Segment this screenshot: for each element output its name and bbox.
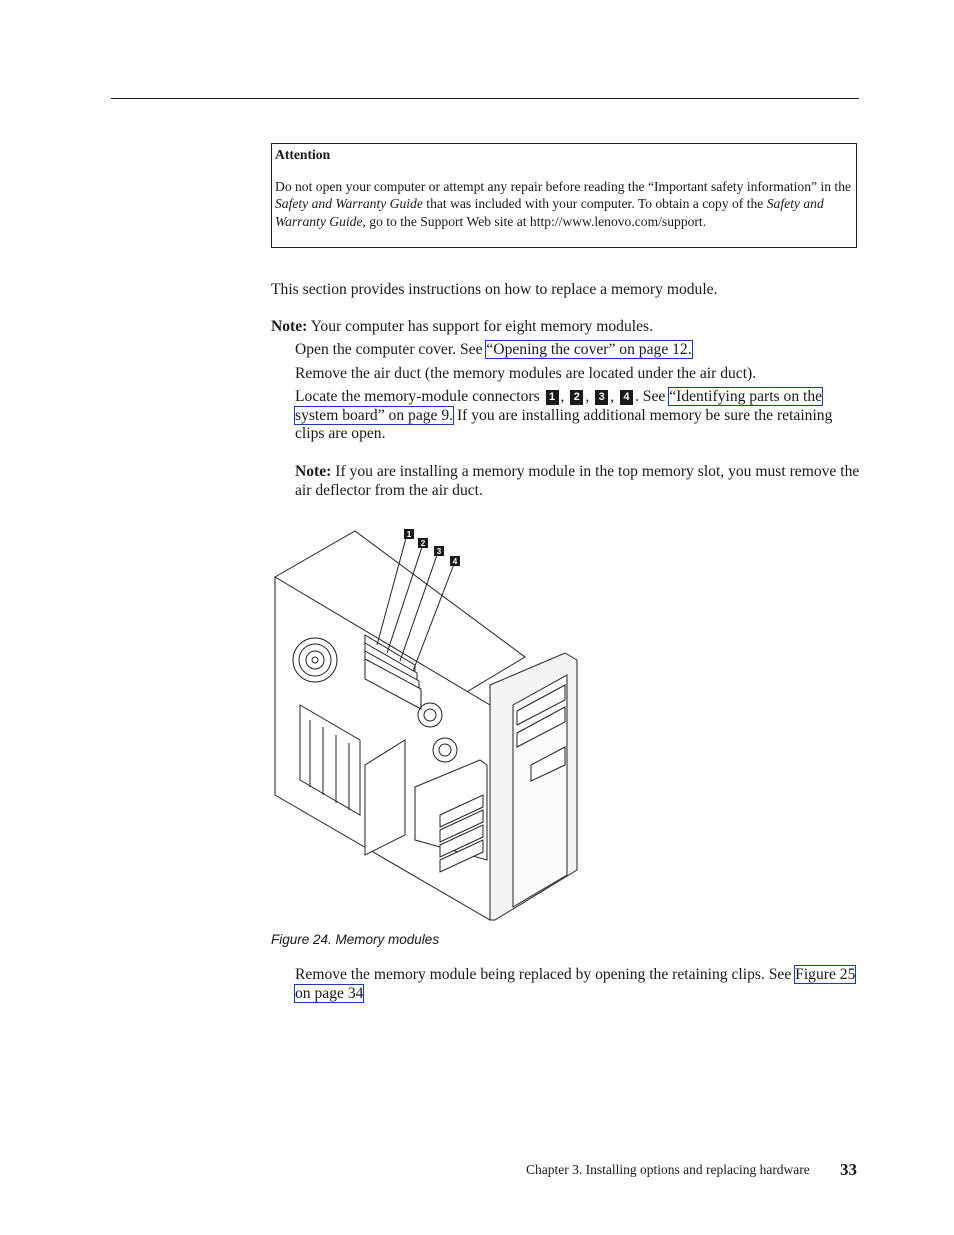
figure-caption: Figure 24. Memory modules	[271, 932, 440, 947]
page-number: 33	[840, 1160, 857, 1179]
step-locate-connectors	[295, 388, 861, 444]
callout-3-label: 3	[436, 547, 442, 556]
attention-text-3: , go to the Support Web site at http://www.lenovo.com/support.	[362, 213, 707, 229]
note-top-slot	[295, 463, 861, 500]
separator: ,	[585, 388, 590, 405]
callout-1-label: 1	[406, 530, 412, 539]
intro-paragraph: This section provides instructions on how to replace a memory module.	[271, 281, 718, 298]
connector-key-2: 2	[570, 390, 583, 405]
link-opening-cover[interactable]: “Opening the cover” on page 12.	[486, 341, 692, 358]
callout-2-label: 2	[420, 539, 426, 548]
note-label: Note:	[295, 463, 332, 480]
memory-modules-figure	[265, 525, 585, 925]
step-remove-air-duct: Remove the air duct (the memory modules are located under the air duct).	[295, 365, 757, 382]
link-figure-25[interactable]: Figure 25 on page 34	[295, 966, 856, 1002]
step-locate-see: . See	[634, 388, 670, 405]
separator: ,	[560, 388, 565, 405]
attention-title: Attention	[275, 147, 331, 162]
connector-key-1: 1	[546, 390, 559, 405]
header-rule	[111, 98, 859, 99]
callout-4-label: 4	[452, 557, 458, 566]
attention-text-2: that was included with your computer. To obtain a copy of the	[422, 196, 767, 211]
connector-key-3: 3	[595, 390, 608, 405]
step-open-cover-text: Open the computer cover. See	[295, 341, 487, 358]
note-memory-support	[271, 318, 861, 337]
step-open-cover	[295, 341, 861, 360]
note-text: If you are installing a memory module in the top memory slot, you must remove the air deflector from the air duct.	[295, 463, 860, 499]
step-remove-module-text: Remove the memory module being replaced by opening the retaining clips. See	[295, 966, 796, 983]
link-identifying-parts[interactable]: “Identifying parts on the system board” on page 9.	[295, 388, 823, 424]
guide-title-1: Safety and Warranty Guide	[275, 196, 423, 211]
connector-key-4: 4	[620, 390, 633, 405]
note-text: Your computer has support for eight memory modules.	[307, 318, 653, 335]
step-locate-text-b: If you are installing additional memory be sure the retaining clips are open.	[295, 406, 833, 442]
attention-text-1: Do not open your computer or attempt any repair before reading the “Important safety information” in the	[275, 178, 852, 194]
footer-chapter: Chapter 3. Installing options and replacing hardware	[526, 1162, 810, 1177]
separator: ,	[610, 388, 615, 405]
note-label: Note:	[271, 318, 308, 335]
attention-box	[271, 143, 857, 248]
attention-text	[275, 178, 852, 231]
step-locate-text: Locate the memory-module connectors	[295, 388, 544, 405]
guide-title-2: Safety and Warranty Guide	[275, 196, 824, 229]
step-remove-module	[295, 966, 861, 1003]
